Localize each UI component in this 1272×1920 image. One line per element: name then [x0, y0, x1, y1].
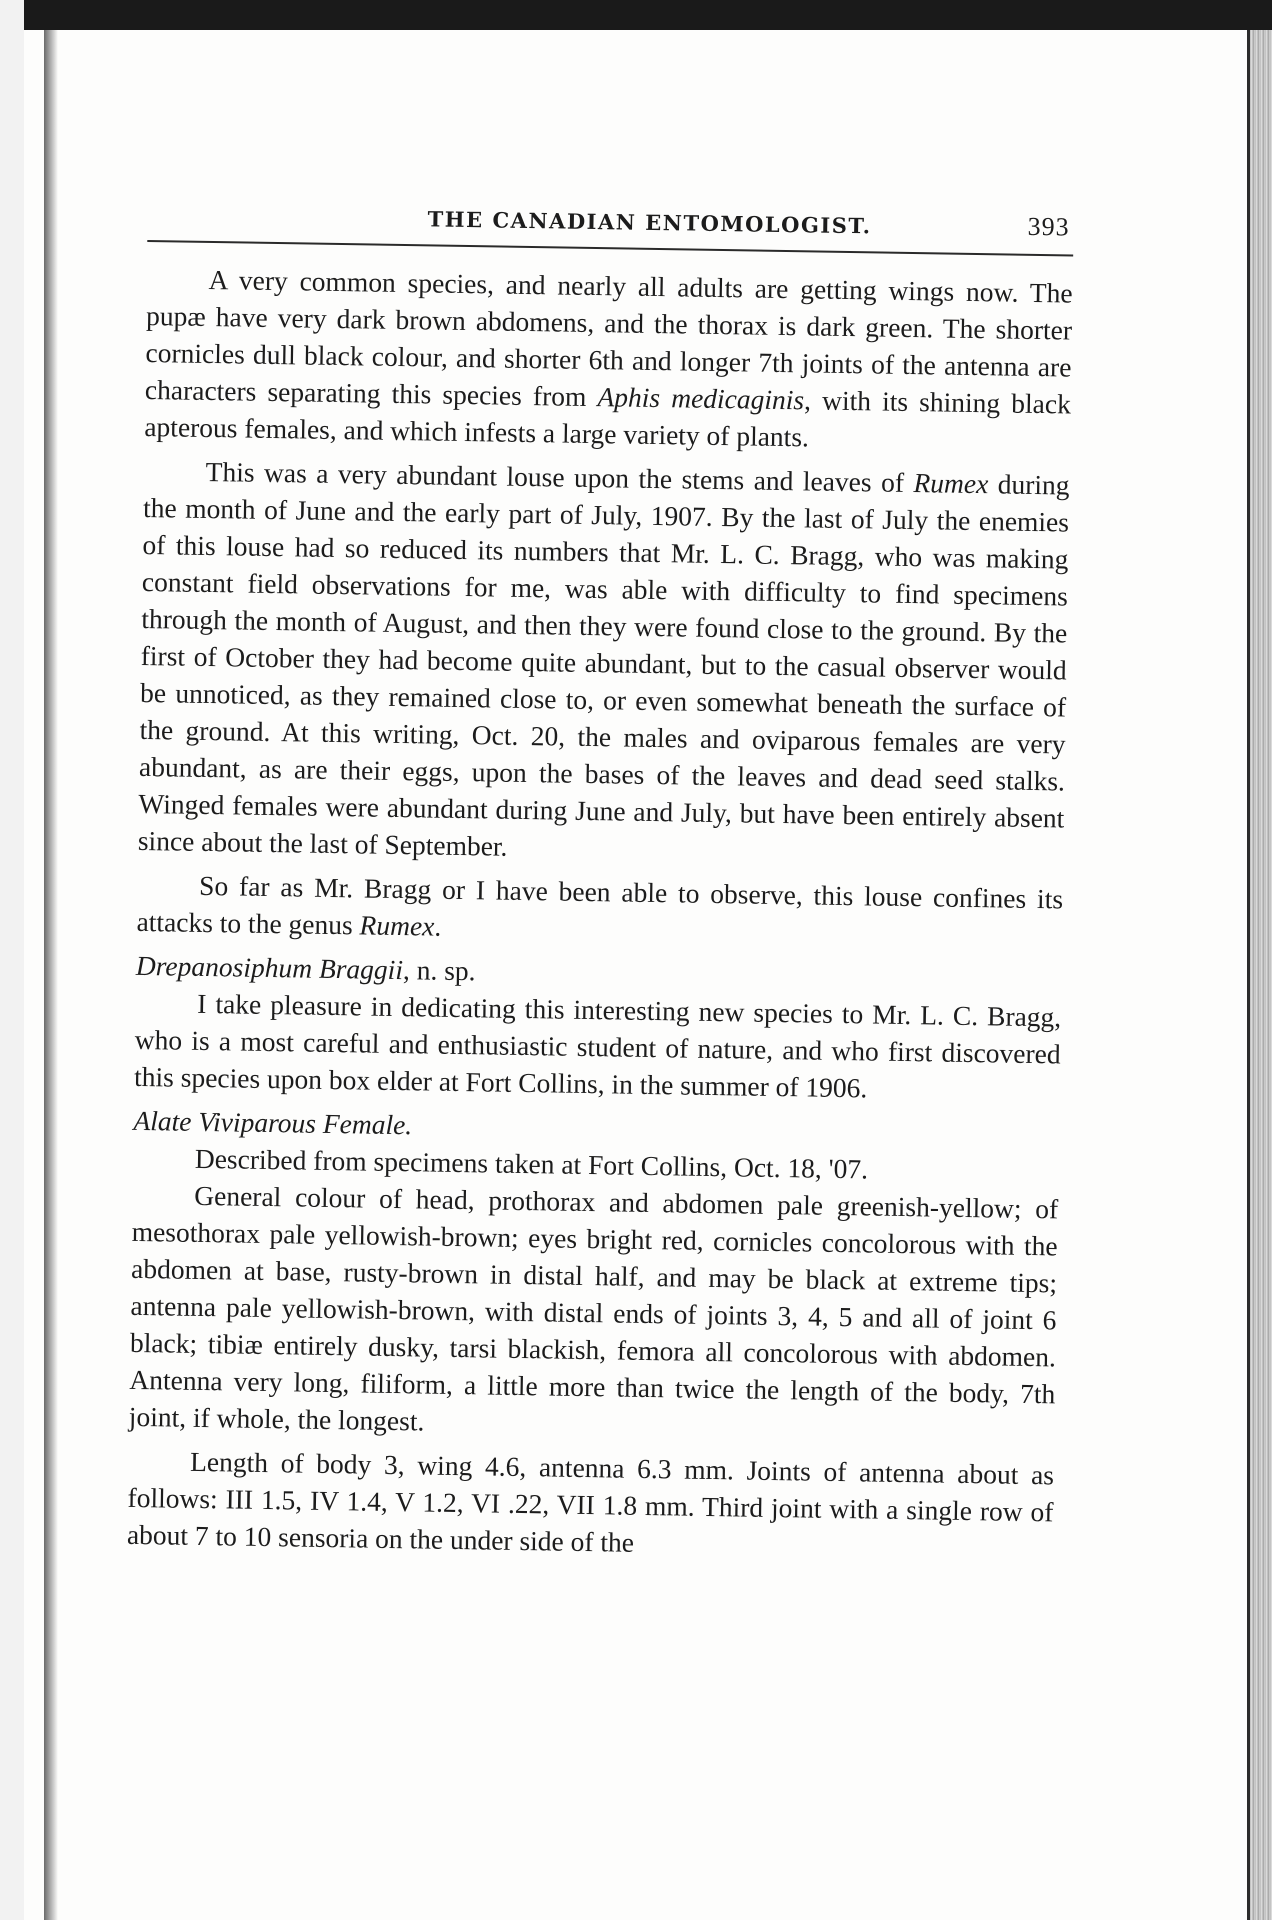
species-heading-name: Drepanosiphum Braggii — [135, 949, 404, 986]
scan-left-margin — [0, 0, 24, 1920]
running-title: THE CANADIAN ENTOMOLOGIST. — [427, 206, 872, 239]
genus-name-italic: Rumex — [359, 909, 435, 942]
paragraph-5: Described from specimens taken at Fort Collins, Oct. 18, '07. — [194, 1142, 869, 1185]
paragraph-4: I take pleasure in dedicating this interesting new species to Mr. L. C. Bragg, who is a most careful and enthusiastic student of nature, and who first discovered this species upon box elder at Fort Collins, in the summer of 1906. — [133, 987, 1062, 1104]
running-head — [147, 196, 1088, 255]
page-content — [127, 196, 1088, 1568]
body-text — [127, 260, 1087, 1568]
paragraph-3 — [136, 866, 1063, 955]
scan-top-border — [0, 0, 1272, 30]
paragraph-3-text-end: . — [434, 910, 442, 942]
paragraph-1 — [144, 260, 1073, 460]
species-name-italic: Aphis medicaginis — [597, 381, 805, 416]
paragraph-1-text-end: , with its shining black apterous females, and which infests a large variety of plants. — [144, 384, 1072, 453]
paragraph-7: Length of body 3, wing 4.6, antenna 6.3 mm. Joints of antenna about as follows: III 1.5, IV 1.4, V 1.2, VI .22, VII 1.8 mm. Third joint with a single row of about 7 to 10 sensoria on the under side of the — [126, 1445, 1055, 1558]
paragraph-2-text: This was a very abundant louse upon the stems and leaves of — [205, 455, 914, 499]
genus-name-italic: Rumex — [913, 467, 989, 500]
page-number: 393 — [1027, 211, 1070, 242]
page-stack-edge — [1250, 30, 1272, 1920]
binding-shadow — [44, 30, 58, 1920]
paragraph-1-text: A very common species, and nearly all adults are getting wings now. The pupæ have very dark brown abdomens, and the thorax is dark green. The shorter cornicles dull black colour, and shorter 6th and longer 7th joints of the antenna are characters separating this species from — [144, 263, 1073, 413]
paragraph-3-text: So far as Mr. Bragg or I have been able to observe, this louse confines its attacks to the genus — [136, 869, 1064, 941]
paragraph-6: General colour of head, prothorax and abdomen pale greenish-yellow; of mesothorax pale yellowish-brown; eyes bright red, cornicles concolorous with the abdomen at base, rusty-brown in distal half, and may be black at extreme tips; antenna pale yellowish-brown, with distal ends of joints 3, 4, 5 and all of joint 6 black; tibiæ entirely dusky, tarsi blackish, femora all concolorous with abdomen. Antenna very long, filiform, a little more than twice the length of the body, 7th joint, if whole, the longest. — [128, 1179, 1059, 1437]
species-heading-suffix: , n. sp. — [402, 954, 476, 987]
paragraph-2-text-end: during the month of June and the early part of July, 1907. By the last of July the enemies of this louse had so reduced its numbers that Mr. L. C. Bragg, who was making constant field observations for me, was able with difficulty to find specimens through the month of August, and then they were found close to the ground. By the first of October they had become quite abundant, but to the casual observer would be unnoticed, as they remained close to, or even somewhat beneath the surface of the ground. At this writing, Oct. 20, the males and oviparous females are very abundant, as are their eggs, upon the bases of the leaves and dead seed stalks. Winged females were abundant during June and July, but have been entirely absent since about the last of September. — [137, 468, 1070, 862]
section-heading: Alate Viviparous Female. — [133, 1104, 413, 1141]
paragraph-2 — [138, 452, 1070, 873]
